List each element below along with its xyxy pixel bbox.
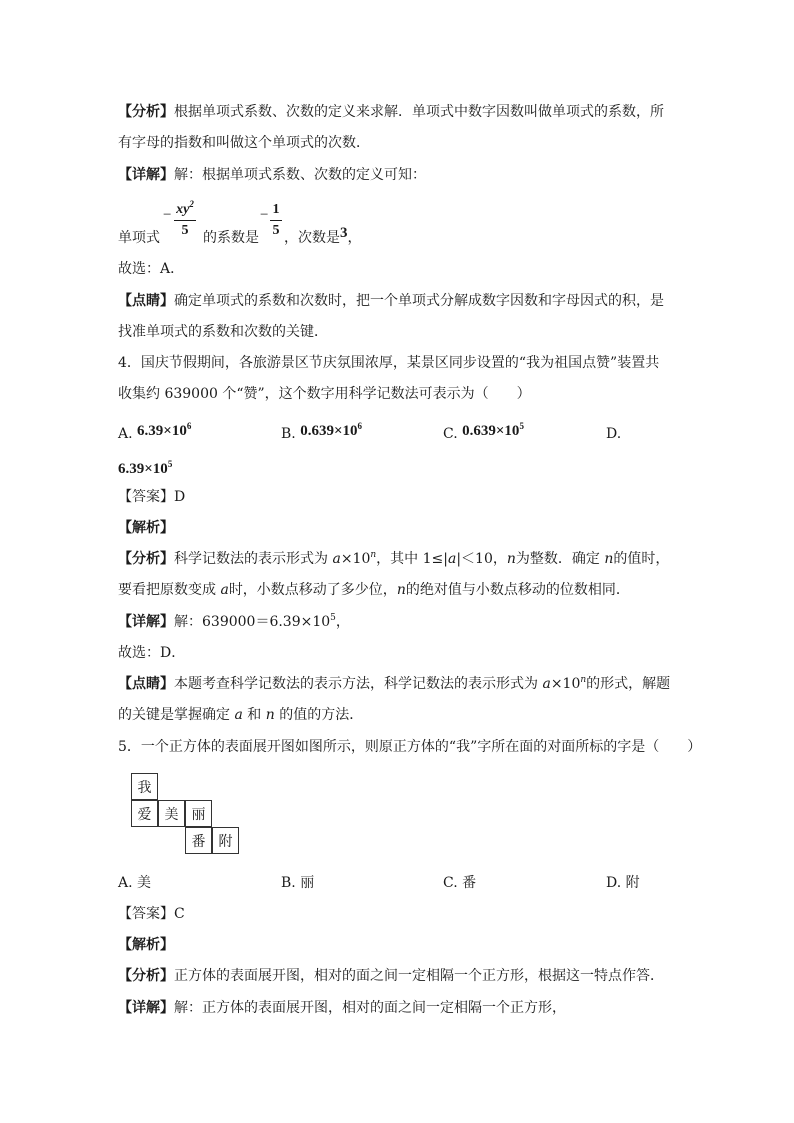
t6: 的值时， <box>613 551 670 567</box>
q3-comment-line-2 <box>118 322 328 342</box>
option-value <box>118 461 172 477</box>
t1: 要看把原数变成 <box>118 582 221 598</box>
q3-comment-text-1: 确定单项式的系数和次数时，把一个单项式分解成数字因数和字母因式的积，是 <box>174 293 664 309</box>
monomial-prefix-text: 单项式 <box>118 230 160 246</box>
var-a: a <box>447 551 457 567</box>
option-text: 附 <box>625 875 640 891</box>
q4-stem-text-1: 4．国庆节假期间，各旅游景区节庆氛围浓厚，某景区同步设置的“我为祖国点赞”装置共 <box>118 355 660 371</box>
q4-choose-text: 故选：D． <box>118 645 186 661</box>
option-base: 6.39×10 <box>137 423 187 439</box>
var-n: n <box>604 551 614 567</box>
monomial-numerator <box>174 199 196 218</box>
q4-choose <box>118 643 185 663</box>
detail-tag: 【详解】 <box>118 614 174 630</box>
monomial-denominator: 5 <box>181 223 189 238</box>
q3-analysis-line-1 <box>118 102 664 122</box>
q4-stem-line-1 <box>118 353 659 373</box>
option-letter: D. <box>606 426 622 442</box>
q4-option-b[interactable] <box>281 421 363 444</box>
q5-stem <box>118 737 701 757</box>
q5-detail-text: 解：正方体的表面展开图，相对的面之间一定相隔一个正方形， <box>174 1000 566 1016</box>
var-n: n <box>506 551 516 567</box>
detail-tag: 【详解】 <box>118 167 174 183</box>
q4-comment-line-1 <box>118 674 670 694</box>
q3-choose <box>118 259 184 279</box>
q3-comment-line-1 <box>118 291 664 311</box>
comment-tag: 【点睛】 <box>118 676 174 692</box>
net-cell-fu: 附 <box>212 827 239 854</box>
numerator-exponent: 2 <box>189 199 194 209</box>
explain-tag: 【解析】 <box>118 937 174 953</box>
comment-tag: 【点睛】 <box>118 293 174 309</box>
t2: 和 <box>242 707 266 723</box>
var-a: a <box>332 551 341 567</box>
t2: ×10 <box>550 676 581 692</box>
q4-explain <box>118 518 174 538</box>
t2: 时，小数点移动了多少位， <box>228 582 397 598</box>
option-exp: 6 <box>186 421 192 431</box>
option-exp: 5 <box>519 421 524 431</box>
option-text: 美 <box>137 875 152 891</box>
minus-sign: − <box>163 207 172 223</box>
q4-stem-line-2 <box>118 384 531 404</box>
t3: ，其中 1≤| <box>376 551 448 567</box>
t1: 本题考查科学记数法的表示方法，科学记数法的表示形式为 <box>174 676 543 692</box>
var-n-exp: n <box>580 675 587 685</box>
q4-option-a[interactable] <box>118 421 192 444</box>
var-n-exp: n <box>370 550 377 560</box>
numerator-base: xy <box>176 202 190 217</box>
var-n: n <box>396 582 406 598</box>
net-cell-mei: 美 <box>158 800 185 827</box>
var-a: a <box>220 582 229 598</box>
explain-tag: 【解析】 <box>118 520 174 536</box>
q4-answer-text: 【答案】D <box>118 489 186 505</box>
q4-comment-line-2 <box>118 705 363 725</box>
t2: ×10 <box>340 551 371 567</box>
t1: 的关键是掌握确定 <box>118 707 235 723</box>
option-value <box>300 423 362 439</box>
q5-option-d[interactable] <box>606 873 640 893</box>
net-cell-fan: 番 <box>185 827 212 854</box>
option-text: 丽 <box>300 875 315 891</box>
analysis-tag: 【分析】 <box>118 104 174 120</box>
q3-comment-text-2: 找准单项式的系数和次数的关键． <box>118 324 328 340</box>
degree-label: ，次数是 <box>284 230 340 246</box>
detail-exp: 5 <box>330 613 336 623</box>
q4-option-c[interactable] <box>443 421 524 444</box>
option-letter: C. <box>443 875 458 891</box>
net-cell-li: 丽 <box>185 800 212 827</box>
coef-denominator: 5 <box>272 223 280 238</box>
var-a: a <box>234 707 243 723</box>
q4-analysis-line-2 <box>118 580 630 600</box>
option-letter: B. <box>281 426 296 442</box>
option-exp: 5 <box>167 459 173 469</box>
q4-analysis-line-1 <box>118 549 669 569</box>
q3-analysis-text-1: 根据单项式系数、次数的定义来求解．单项式中数字因数叫做单项式的系数，所 <box>174 104 664 120</box>
option-letter: D. <box>606 875 622 891</box>
analysis-tag: 【分析】 <box>118 551 174 567</box>
t3: 的值的方法． <box>274 707 364 723</box>
option-base: 0.639×10 <box>300 423 358 439</box>
option-base: 6.39×10 <box>118 461 168 477</box>
q3-analysis-line-2 <box>118 133 370 153</box>
q4-answer <box>118 487 185 507</box>
detail-tag: 【详解】 <box>118 1000 174 1016</box>
option-letter: A. <box>118 426 133 442</box>
q5-stem-text: 5．一个正方体的表面展开图如图所示，则原正方体的“我”字所在面的对面所标的字是（ ） <box>118 739 702 755</box>
q5-answer <box>118 904 185 924</box>
q5-detail <box>118 998 566 1018</box>
q3-choose-text: 故选：A． <box>118 261 185 277</box>
coef-fraction <box>270 202 282 239</box>
q4-detail-line <box>118 612 350 632</box>
t4: |＜10， <box>456 551 507 567</box>
option-base: 0.639×10 <box>462 423 520 439</box>
q5-analysis <box>118 966 664 986</box>
detail-text: 解：639000＝6.39×10 <box>174 614 331 630</box>
q5-option-a[interactable] <box>118 873 151 893</box>
detail-end: ， <box>335 614 350 630</box>
q5-explain <box>118 935 174 955</box>
option-letter: B. <box>281 875 296 891</box>
degree-end: ， <box>347 230 362 246</box>
net-cell-ai: 爱 <box>131 800 158 827</box>
q4-option-d-value[interactable] <box>118 459 172 479</box>
fraction-bar <box>270 220 282 221</box>
q3-coef-text <box>203 228 259 248</box>
var-a: a <box>542 676 551 692</box>
option-value <box>137 423 191 439</box>
q5-analysis-text: 正方体的表面展开图，相对的面之间一定相隔一个正方形，根据这一特点作答． <box>174 968 664 984</box>
q4-option-d-letter[interactable] <box>606 424 621 444</box>
option-text: 番 <box>462 875 477 891</box>
degree-value: 3 <box>340 225 348 241</box>
t5: 为整数．确定 <box>515 551 605 567</box>
option-letter: C. <box>443 426 458 442</box>
q3-detail-text: 解：根据单项式系数、次数的定义可知： <box>174 167 426 183</box>
monomial-fraction <box>174 199 196 239</box>
option-letter: A. <box>118 875 133 891</box>
q5-option-b[interactable] <box>281 873 314 893</box>
coef-label: 的系数是 <box>203 230 259 246</box>
q3-analysis-text-2: 有字母的指数和叫做这个单项式的次数． <box>118 135 370 151</box>
fraction-bar <box>174 220 196 221</box>
q5-answer-text: 【答案】C <box>118 906 185 922</box>
option-value <box>462 423 524 439</box>
t3: 的形式，解题 <box>586 676 671 692</box>
t3: 的绝对值与小数点移动的位数相同． <box>405 582 630 598</box>
q3-monomial-prefix <box>118 228 160 248</box>
q3-degree-text <box>284 225 362 248</box>
analysis-tag: 【分析】 <box>118 968 174 984</box>
q3-detail-line <box>118 165 426 185</box>
q5-option-c[interactable] <box>443 873 476 893</box>
t1: 科学记数法的表示形式为 <box>174 551 333 567</box>
coef-minus-sign: − <box>260 207 269 223</box>
q4-stem-text-2: 收集约 639000 个“赞”，这个数字用科学记数法可表示为（ ） <box>118 386 531 402</box>
option-exp: 6 <box>357 421 363 431</box>
coef-numerator: 1 <box>272 202 280 217</box>
var-n: n <box>265 707 275 723</box>
net-cell-wo: 我 <box>131 773 158 800</box>
